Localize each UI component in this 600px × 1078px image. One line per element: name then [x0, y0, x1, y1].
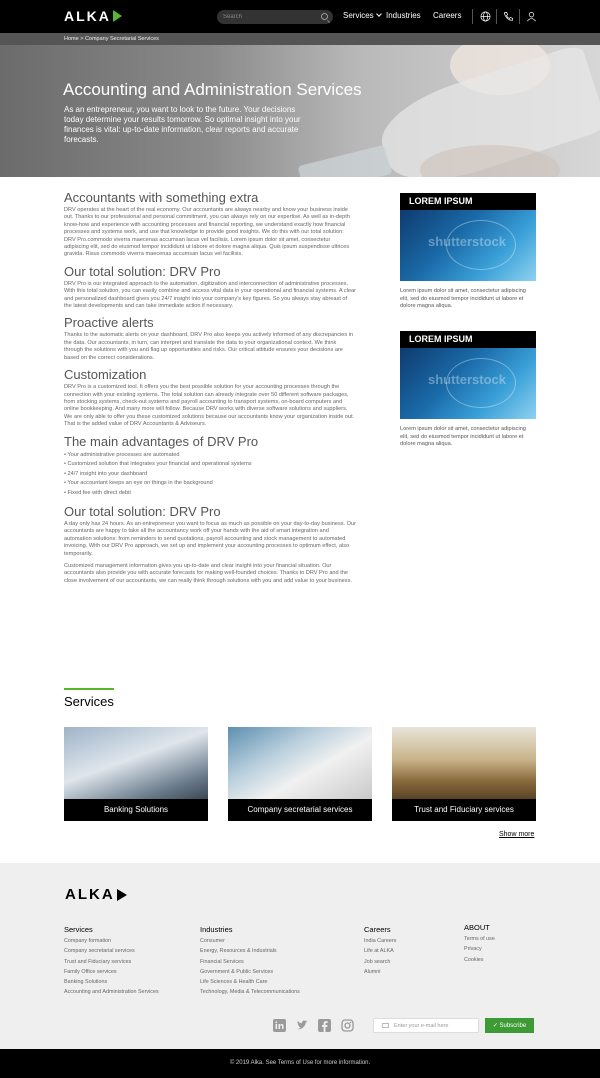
service-card-secretarial[interactable] [228, 727, 372, 821]
services-accent-bar [64, 688, 114, 690]
footer-column-careers [364, 925, 396, 977]
user-icon[interactable] [526, 11, 537, 22]
sidebar-card-title: LOREM IPSUM [400, 331, 536, 348]
section-paragraph: Thanks to the automatic alerts on your dashboard, DRV Pro also keeps you actively informed of any discrepancies in the data. Our accountants, in turn, can interpret and translate the data to your organizational context. We think through the solutions with you and flag up opportunities and risks. Our critical attitude ensures your decisions are based on the correct considerations. [64, 332, 354, 361]
footer-link[interactable]: Family Office services [64, 968, 117, 975]
footer-link[interactable]: Privacy [464, 946, 482, 953]
footer-link[interactable]: Company secretarial services [64, 948, 135, 955]
service-card-banking[interactable] [64, 727, 208, 821]
sidebar-card-title: LOREM IPSUM [400, 193, 536, 210]
search-icon[interactable] [321, 13, 328, 20]
footer-link[interactable]: Company formation [64, 938, 112, 944]
footer-column-title: Industries [200, 925, 233, 934]
service-card-label: Trust and Fiduciary services [392, 799, 536, 821]
sidebar-card-image [400, 210, 536, 281]
search-box [217, 10, 333, 24]
mail-icon [382, 1023, 389, 1028]
footer-link[interactable]: Banking Solutions [64, 979, 108, 986]
hero-banner [0, 45, 600, 177]
nav-industries[interactable]: Industries [386, 11, 421, 20]
footer-link[interactable]: Government & Public Services [200, 968, 274, 975]
footer-link[interactable]: Cookies [464, 956, 484, 963]
alka-logo[interactable] [64, 9, 122, 23]
section-paragraph: A day only has 24 hours. As an entrepreneur you want to focus as much as possible on your day-to-day business. Our accountants are happy to take all the accountancy work off your hands with the aid of smart integration and automation solutions: from reminders to send quotations, payroll accounting and stock management to automated invoicing. With our DRV Pro approach, we set up and implement your accounting processes to optimum effect, also temporarily. [64, 521, 356, 557]
footer-column-title: Services [64, 925, 93, 934]
footer-link[interactable]: Consumer [200, 938, 225, 944]
section-paragraph: DRV Pro is our integrated approach to the automation, digitization and interconnection of administrative processes. With this total solution, you can easily combine and access vital data in your operational and financial systems. A clear and personalized dashboard gives you 24/7 insight into your company's key figures. So you always stay abreast of the latest developments and can take immediate action if necessary. [64, 280, 356, 310]
show-more-link[interactable]: Show more [499, 831, 535, 838]
advantages-list [64, 451, 356, 499]
globe-icon[interactable] [480, 11, 491, 22]
linkedin-icon[interactable] [273, 1019, 286, 1032]
footer-column-industries [200, 925, 300, 998]
sidebar-card-image [400, 348, 536, 419]
services-title: Services [64, 694, 114, 709]
footer-column-title: ABOUT [464, 923, 490, 932]
writing-calculator-photo [228, 727, 372, 799]
logo-text: ALKA [64, 8, 111, 24]
section-title: Our total solution: DRV Pro [64, 504, 221, 520]
section-title: Accountants with something extra [64, 190, 259, 205]
footer-link[interactable]: Financial Services [200, 958, 244, 965]
hero-title: Accounting and Administration Services [63, 80, 362, 99]
email-field[interactable] [394, 1020, 476, 1032]
instagram-icon[interactable] [341, 1019, 354, 1032]
section-paragraph: Customized management information gives you up-to-date and clear insight into your financial situation. Our accountants also provide you with accurate forecasts for making well-founded choices. Thanks to DRV Pro and the close involvement of our accountants, we can really think through solutions with you and add value to your business. [64, 563, 352, 584]
nav-services-label: Services [343, 11, 374, 20]
footer-link[interactable]: Life at ALKA [364, 948, 394, 955]
footer-column-about [464, 923, 495, 965]
footer-link[interactable]: Alumni [364, 968, 381, 975]
list-item: • Your administrative processes are automated [64, 451, 356, 461]
watermark: shutterstock [428, 372, 507, 387]
list-item: • Your accountant keeps an eye on things in the background [64, 479, 356, 489]
hero-photo-shape [298, 145, 393, 177]
coin-stacks-photo [392, 727, 536, 799]
footer-column-services [64, 925, 159, 998]
section-title: Our total solution: DRV Pro [64, 263, 221, 279]
logo-arrow-icon [113, 10, 122, 22]
chevron-down-icon [376, 11, 382, 17]
footer-link[interactable]: Job search [364, 958, 391, 965]
email-field-box [373, 1018, 479, 1033]
service-card-trust[interactable] [392, 727, 536, 821]
header-divider [519, 9, 520, 24]
footer-link[interactable]: Technology, Media & Telecommunications [200, 989, 300, 996]
footer-logo[interactable] [65, 886, 127, 903]
sidebar-card-text: Lorem ipsum dolor sit amet, consectetur adipiscing elit, sed do eiusmod tempor incididunt ut labore et dolore magna aliqua. [400, 426, 526, 448]
hero-text: As an entrepreneur, you want to look to the future. Your decisions today determine your results tomorrow. So optimal insight into your finances is vital: up-to-date information, clear reports and accurate forecasts. [64, 105, 301, 144]
section-paragraph: DRV Pro is a customized tool. It offers you the best possible solution for your accounting processes through the connection with your existing systems. The total solution can already integrate over 50 different software packages, from stocking systems, check-out systems and payroll accounting to transport systems, on-board computers and online bookkeeping. And many more will follow. Because DRV works with diverse software solutions and suppliers. We are only able to offer you these customized solutions because our accountants know your organization inside out. That is the added value of DRV Accountants & Adviseurs. [64, 384, 355, 428]
footer-link[interactable]: India Careers [364, 938, 397, 944]
copyright-bar: © 2019 Alka. See Terms of Use for more information. [0, 1049, 600, 1078]
sidebar-card[interactable] [400, 331, 536, 449]
subscribe-button[interactable]: ✓ Subscribe [485, 1018, 534, 1033]
header-divider [472, 9, 473, 24]
header-divider [496, 9, 497, 24]
phone-icon[interactable] [503, 11, 514, 22]
section-title: Customization [64, 367, 147, 383]
list-item: • 24/7 insight into your dashboard [64, 470, 356, 480]
logo-arrow-icon [117, 889, 127, 901]
footer-logo-text: ALKA [65, 886, 115, 903]
twitter-icon[interactable] [296, 1019, 309, 1032]
facebook-icon[interactable] [318, 1019, 331, 1032]
main-content [64, 190, 356, 590]
section-paragraph: DRV operates at the heart of the real economy. Our accountants are always nearby and know your business inside out. Thanks to our professional and personal commitment, you can always rely on our expertise. As well as in-depth know-how and experience with accounting processes and financial reporting, we understand exactly how financial processes and systems work, and use that knowledge to provide good insights. We do this with our total solution: DRV Pro.commodo viverra maecenas accumsan lacus vel facilisis. Lorem ipsum dolor sit amet, consectetur adipiscing elit, sed do eiusmod tempor incididunt ut labore et dolore magna aliqua. Quis ipsum suspendisse ultrices gravida. Risus commodo viverra maecenas accumsan lacus vel facilisis. [64, 207, 350, 258]
breadcrumb[interactable]: Home > Company Secretarial Services [0, 33, 600, 45]
footer-link[interactable]: Energy, Resources & Industrials [200, 948, 277, 955]
list-item: • Customized solution that integrates your financial and operational systems [64, 460, 356, 470]
search-input[interactable] [223, 11, 315, 23]
service-card-label: Banking Solutions [64, 799, 208, 821]
list-item: • Fixed fee with direct debit [64, 489, 356, 499]
service-card-label: Company secretarial services [228, 799, 372, 821]
nav-services[interactable] [343, 11, 381, 20]
footer-column-title: Careers [364, 925, 391, 934]
sidebar-card-text: Lorem ipsum dolor sit amet, consectetur adipiscing elit, sed do eiusmod tempor incididunt ut labore et dolore magna aliqua. [400, 288, 526, 310]
footer-link[interactable]: Accounting and Administration Services [64, 989, 159, 996]
sidebar-card[interactable] [400, 193, 536, 311]
footer-link[interactable]: Life Sciences & Health Care [200, 979, 268, 986]
footer-link[interactable]: Terms of use [464, 936, 495, 942]
section-title: The main advantages of DRV Pro [64, 433, 259, 449]
watermark: shutterstock [428, 234, 507, 249]
handshake-photo [64, 727, 208, 799]
section-title: Proactive alerts [64, 315, 154, 331]
top-nav-bar [0, 0, 600, 33]
nav-careers[interactable]: Careers [433, 11, 462, 20]
footer-link[interactable]: Trust and Fiduciary services [64, 958, 132, 965]
